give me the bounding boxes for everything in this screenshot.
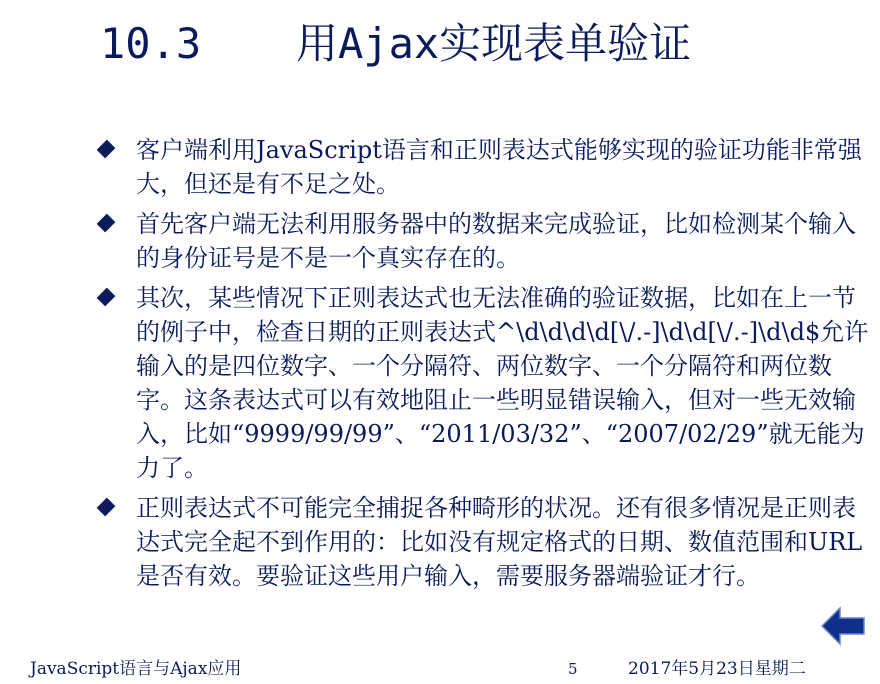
footer-page-number: 5	[568, 660, 578, 678]
bullet-item	[98, 133, 876, 201]
diamond-bullet-icon	[97, 214, 116, 233]
bullet-item	[98, 207, 876, 275]
bullet-item	[98, 491, 876, 593]
footer-date: 2017年5月23日星期二	[628, 659, 806, 679]
bullet-text: 其次，某些情况下正则表达式也无法准确的验证数据，比如在上一节的例子中，检查日期的正则表达式^\d\d\d\d[\/.-]\d\d[\/.-]\d\d$允许输入的是四位数字、一个分隔符、两位数字、一个分隔符和两位数字。这条表达式可以有效地阻止一些明显错误输入，但对一些无效输入，比如“9999/99/99”、“2011/03/32”、“2007/02/29”就无能为力了。	[136, 284, 869, 482]
slide-title	[100, 14, 691, 74]
bullet-text: 首先客户端无法利用服务器中的数据来完成验证，比如检测某个输入的身份证号是不是一个真实存在的。	[136, 210, 856, 272]
footer-course-title: JavaScript语言与Ajax应用	[30, 659, 242, 679]
left-arrow-icon	[820, 604, 866, 648]
bullet-text: 客户端利用JavaScript语言和正则表达式能够实现的验证功能非常强大，但还是有不足之处。	[136, 136, 862, 198]
bullet-list	[98, 133, 876, 599]
slide-title-number: 10.3	[100, 19, 202, 68]
bullet-text: 正则表达式不可能完全捕捉各种畸形的状况。还有很多情况是正则表达式完全起不到作用的：比如没有规定格式的日期、数值范围和URL是否有效。要验证这些用户输入，需要服务器端验证才行。	[136, 494, 863, 590]
back-button[interactable]	[820, 604, 866, 648]
diamond-bullet-icon	[97, 140, 116, 159]
bullet-item	[98, 281, 876, 485]
slide-title-text: 用Ajax实现表单验证	[296, 19, 692, 68]
diamond-bullet-icon	[97, 288, 116, 307]
diamond-bullet-icon	[97, 498, 116, 517]
